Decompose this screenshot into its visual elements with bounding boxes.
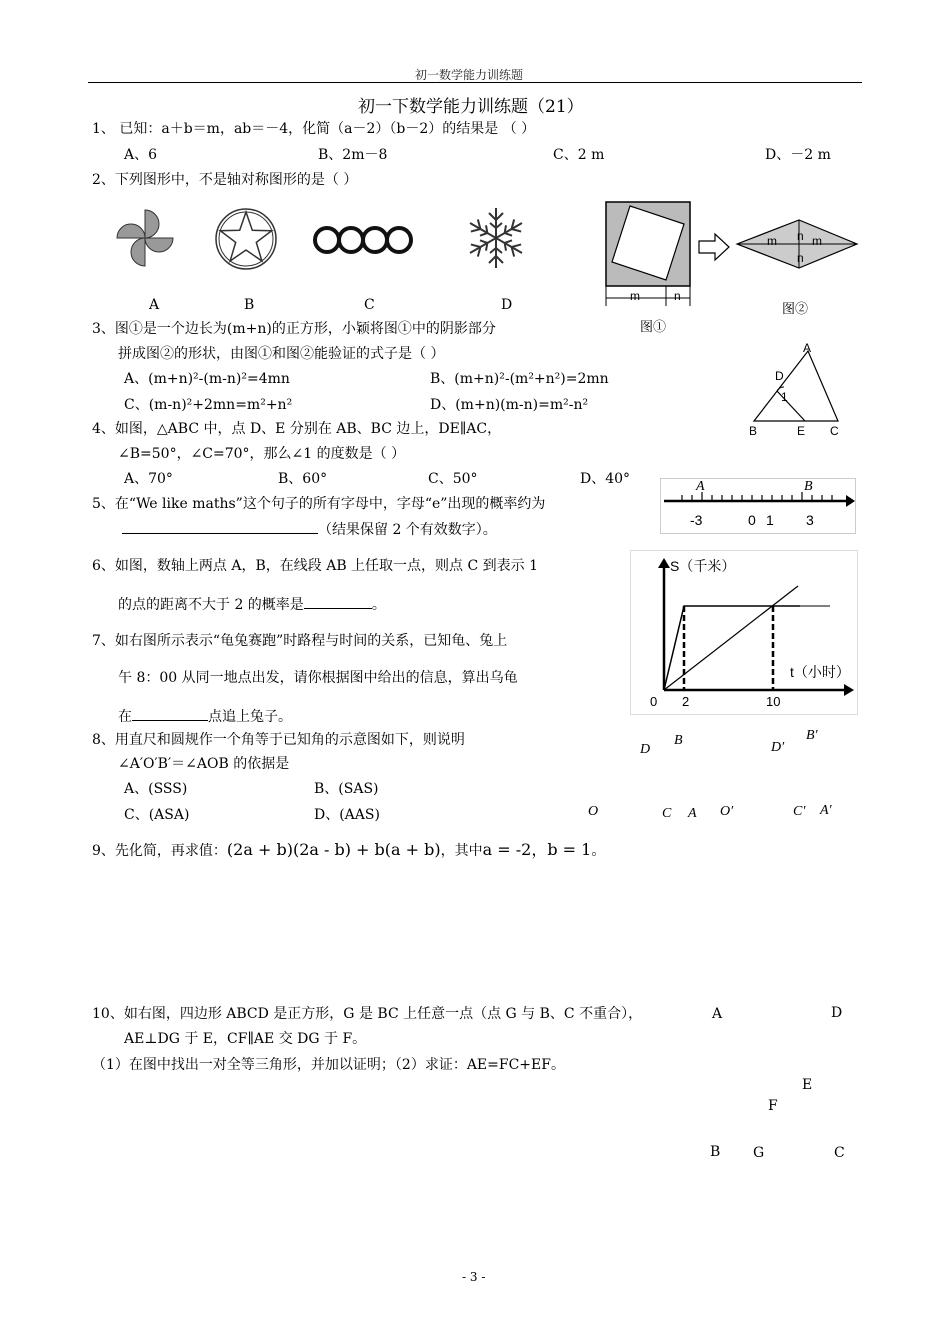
graph-tick-10: 10 [766,694,781,709]
fig2-label-n-bottom: n [797,251,804,265]
numberline-tick-1: 1 [766,512,774,528]
q8-option-a: A、(SSS) [124,781,188,797]
numberline-tick-3: 3 [806,512,814,528]
q8-label-b-prime: B′ [806,728,818,743]
triangle-abc-figure [750,345,845,425]
numberline-label-a: A [696,479,705,494]
olympic-rings-icon [313,220,413,262]
q10-label-d: D [831,1005,843,1021]
q4-stem-line1: 4、如图，△ABC 中，点 D、E 分别在 AB、BC 边上，DE∥AC， [92,421,502,437]
page-number: - 3 - [462,1270,486,1284]
q10-label-b: B [710,1144,721,1160]
q2-option-c: C [364,297,375,313]
q1-stem: 1、 已知：a＋b＝m，ab＝－4，化简（a－2）（b－2）的结果是 （ ） [92,121,536,137]
q3-option-b: B、(m+n)²-(m²+n²)=2mn [430,371,609,387]
q9-stem-post: ，其中 [440,843,483,859]
q8-label-c-prime: C′ [793,804,806,819]
q8-label-a: A [688,806,697,821]
q5-stem-line1: 5、在“We like maths”这个句子的所有字母中，字母“e”出现的概率约为 [92,496,546,512]
right-arrow-icon [697,232,731,262]
fig1-label-m: m [630,289,640,303]
q4-option-b: B、60° [278,471,328,487]
q8-option-c: C、(ASA) [124,807,190,823]
graph-tick-2: 2 [682,694,690,709]
q4-label-b: B [749,424,758,438]
graph-tick-0: 0 [650,694,658,709]
numberline-tick-neg3: -3 [690,512,703,528]
q2-option-d: D [501,297,513,313]
q4-stem-line2: ∠B=50°，∠C=70°，那么∠1 的度数是（ ） [118,446,406,462]
q1-option-a: A、6 [124,147,158,163]
q6-stem-line2 [118,594,386,614]
fig2-label-n-top: n [797,229,804,243]
q4-label-d: D [775,369,784,383]
q10-label-a: A [712,1006,723,1022]
numberline-tick-0: 0 [748,512,756,528]
q10-label-e: E [802,1077,813,1093]
graph-x-label: t（小时） [790,664,850,680]
q6-stem-end: 。 [371,597,386,613]
q10-label-c: C [834,1145,845,1161]
q1-option-b: B、2m－8 [318,147,388,163]
q3-stem-line2: 拼成图②的形状，由图①和图②能验证的式子是（ ） [118,346,445,362]
q10-stem-line2: AE⊥DG 于 E，CF∥AE 交 DG 于 F。 [124,1031,367,1047]
q8-label-d-prime: D′ [771,740,785,755]
q8-option-d: D、(AAS) [314,807,380,823]
q10-stem-line3: （1）在图中找出一对全等三角形，并加以证明；（2）求证：AE=FC+EF。 [92,1057,565,1073]
q1-option-c: C、2 m [553,147,605,163]
fig2-label-m-left: m [767,234,777,248]
q4-label-1: 1 [781,390,788,404]
q9-stem-pre: 9、先化简，再求值： [92,843,227,859]
q4-option-d: D、40° [580,471,631,487]
q8-label-a-prime: A′ [820,803,832,818]
q8-stem-line1: 8、用直尺和圆规作一个角等于已知角的示意图如下，则说明 [92,732,465,748]
q9-stem-end: 。 [591,843,606,859]
pinwheel-icon [115,208,175,268]
q8-stem-line2: ∠A′O′B′＝∠AOB 的依据是 [118,756,290,772]
q3-stem-line1: 3、图①是一个边长为(m+n)的正方形，小颖将图①中的阴影部分 [92,321,496,337]
q3-option-a: A、(m+n)²-(m-n)²=4mn [124,371,290,387]
star-in-circle-icon [213,206,279,272]
q5-stem-line2-text: （结果保留 2 个有效数字）。 [318,522,497,538]
fig1-caption: 图① [640,320,667,335]
q8-label-o: O [588,804,599,819]
q9-condition: a = -2，b = 1 [482,840,592,859]
q10-stem-line1: 10、如右图，四边形 ABCD 是正方形，G 是 BC 上任意一点（点 G 与 B、C 不重合）， [92,1006,643,1022]
q1-option-d: D、－2 m [765,147,831,163]
fig2-caption: 图② [782,302,809,317]
q8-label-o-prime: O′ [720,804,734,819]
q2-stem: 2、下列图形中，不是轴对称图形的是（ ） [92,172,358,188]
q2-option-a: A [149,297,160,313]
q4-option-a: A、70° [124,471,173,487]
q7-stem-line3 [118,706,292,726]
q7-stem-post: 点追上兔子。 [208,709,292,725]
race-graph-figure [630,550,858,715]
q8-label-b: B [674,733,683,748]
q9-expression: (2a + b)(2a - b) + b(a + b) [226,840,441,859]
q8-label-d: D [640,742,651,757]
snowflake-icon [460,202,532,274]
q5-answer-blank[interactable] [122,519,318,534]
q6-stem-line1: 6、如图，数轴上两点 A，B，在线段 AB 上任取一点，则点 C 到表示 1 [92,558,539,574]
q3-option-c: C、(m-n)²+2mn=m²+n² [124,397,293,413]
running-header: 初一数学能力训练题 [415,68,524,82]
q4-label-c: C [830,424,839,438]
numberline-label-b: B [804,479,813,494]
q2-option-b: B [244,297,255,313]
q8-label-c: C [662,806,672,821]
q7-answer-blank[interactable] [132,706,208,721]
q6-stem-line2-text: 的点的距离不大于 2 的概率是 [118,597,304,613]
fig1-label-n: n [674,289,681,303]
q9-stem [92,841,605,860]
q10-label-f: F [768,1098,778,1114]
q5-stem-line2 [122,519,497,539]
fig2-label-m-right: m [812,234,822,248]
q4-label-e: E [797,424,806,438]
q7-stem-pre: 在 [118,709,132,725]
q3-option-d: D、(m+n)(m-n)=m²-n² [430,397,589,413]
q4-label-a: A [803,341,812,355]
header-rule [88,82,862,83]
graph-y-label: S（千米） [670,558,736,574]
q6-answer-blank[interactable] [304,594,372,609]
q4-option-c: C、50° [428,471,478,487]
page-title: 初一下数学能力训练题（21） [358,97,584,117]
q7-stem-line1: 7、如右图所示表示“龟兔赛跑”时路程与时间的关系，已知龟、兔上 [92,633,508,649]
q8-option-b: B、(SAS) [314,781,379,797]
q7-stem-line2: 午 8：00 从同一地点出发，请你根据图中给出的信息，算出乌龟 [118,670,518,686]
q10-label-g: G [753,1145,765,1161]
